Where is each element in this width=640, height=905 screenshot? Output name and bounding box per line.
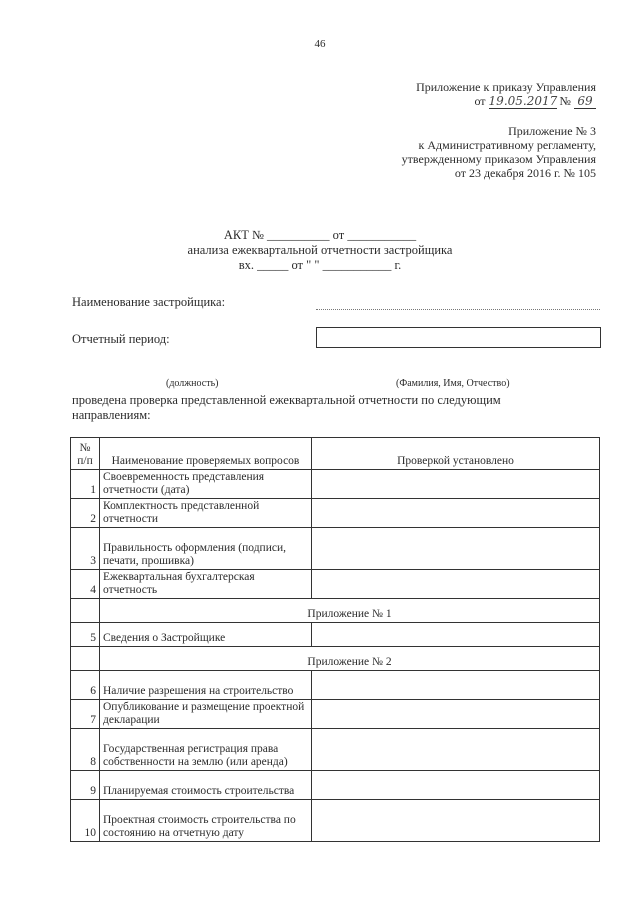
- table-row: [71, 528, 600, 570]
- row-number: 9: [71, 771, 100, 800]
- row-result-cell[interactable]: [312, 499, 600, 528]
- table-row: [71, 700, 600, 729]
- row-result-cell[interactable]: [312, 671, 600, 700]
- row-result-cell[interactable]: [312, 771, 600, 800]
- annex-line-4: от 23 декабря 2016 г. № 105: [454, 166, 596, 180]
- row-number: 10: [71, 800, 100, 842]
- row-number: 3: [71, 528, 100, 570]
- table-row: [71, 800, 600, 842]
- act-incoming-line: вх. _____ от " " ___________ г.: [238, 258, 402, 272]
- order-number-label: №: [559, 94, 571, 108]
- order-from-label: от: [474, 94, 486, 108]
- name-caption: (Фамилия, Имя, Отчество): [396, 378, 510, 389]
- period-field[interactable]: [316, 327, 601, 348]
- row-question: Ежеквартальная бухгалтерская отчетность: [100, 570, 312, 599]
- header-num: № п/п: [71, 438, 100, 470]
- table-row: [71, 470, 600, 499]
- annex-reference: [402, 124, 596, 180]
- table-row: [71, 671, 600, 700]
- table-row: [71, 570, 600, 599]
- order-reference-title: Приложение к приказу Управления: [416, 80, 596, 94]
- section-title: Приложение № 2: [100, 647, 600, 671]
- order-reference-date-line: [416, 94, 596, 109]
- section-spacer: [71, 647, 100, 671]
- row-result-cell[interactable]: [312, 729, 600, 771]
- row-result-cell[interactable]: [312, 700, 600, 729]
- table-section-row: [71, 599, 600, 623]
- checks-table: [70, 437, 600, 842]
- header-question: Наименование проверяемых вопросов: [100, 438, 312, 470]
- order-date-handwritten: 19.05.2017: [488, 94, 558, 108]
- table-header-row: [71, 438, 600, 470]
- annex-line-3: утвержденному приказом Управления: [401, 152, 596, 166]
- row-question: Комплектность представленной отчетности: [100, 499, 312, 528]
- developer-label: Наименование застройщика:: [72, 295, 226, 309]
- row-number: 4: [71, 570, 100, 599]
- table-row: [71, 499, 600, 528]
- row-result-cell[interactable]: [312, 528, 600, 570]
- row-question: Проектная стоимость строительства по состоянию на отчетную дату: [100, 800, 312, 842]
- table-section-row: [71, 647, 600, 671]
- developer-name-field[interactable]: [316, 309, 600, 310]
- row-number: 8: [71, 729, 100, 771]
- row-result-cell[interactable]: [312, 623, 600, 647]
- act-title: АКТ № __________ от ___________: [223, 228, 417, 242]
- row-question: Своевременность представления отчетности (дата): [100, 470, 312, 499]
- row-number: 6: [71, 671, 100, 700]
- order-number-handwritten: 69: [574, 94, 596, 109]
- row-number: 5: [71, 623, 100, 647]
- order-reference: [416, 80, 596, 109]
- act-title-block: [0, 228, 640, 273]
- row-number: 7: [71, 700, 100, 729]
- row-question: Государственная регистрация права собственности на землю (или аренда): [100, 729, 312, 771]
- row-number: 1: [71, 470, 100, 499]
- annex-line-1: Приложение № 3: [508, 124, 596, 138]
- position-caption: (должность): [166, 378, 219, 389]
- table-row: [71, 729, 600, 771]
- row-question: Правильность оформления (подписи, печати, прошивка): [100, 528, 312, 570]
- row-question: Планируемая стоимость строительства: [100, 771, 312, 800]
- section-spacer: [71, 599, 100, 623]
- table-row: [71, 623, 600, 647]
- row-result-cell[interactable]: [312, 570, 600, 599]
- row-question: Опубликование и размещение проектной декларации: [100, 700, 312, 729]
- row-number: 2: [71, 499, 100, 528]
- row-result-cell[interactable]: [312, 800, 600, 842]
- intro-text: проведена проверка представленной ежеквартальной отчетности по следующим направлениям:: [72, 393, 501, 422]
- page-number: 46: [314, 38, 326, 50]
- header-result: Проверкой установлено: [312, 438, 600, 470]
- section-title: Приложение № 1: [100, 599, 600, 623]
- period-label: Отчетный период:: [72, 332, 170, 346]
- row-question: Наличие разрешения на строительство: [100, 671, 312, 700]
- row-question: Сведения о Застройщике: [100, 623, 312, 647]
- annex-line-2: к Административному регламенту,: [418, 138, 596, 152]
- table-row: [71, 771, 600, 800]
- row-result-cell[interactable]: [312, 470, 600, 499]
- act-subtitle: анализа ежеквартальной отчетности застройщика: [187, 243, 453, 257]
